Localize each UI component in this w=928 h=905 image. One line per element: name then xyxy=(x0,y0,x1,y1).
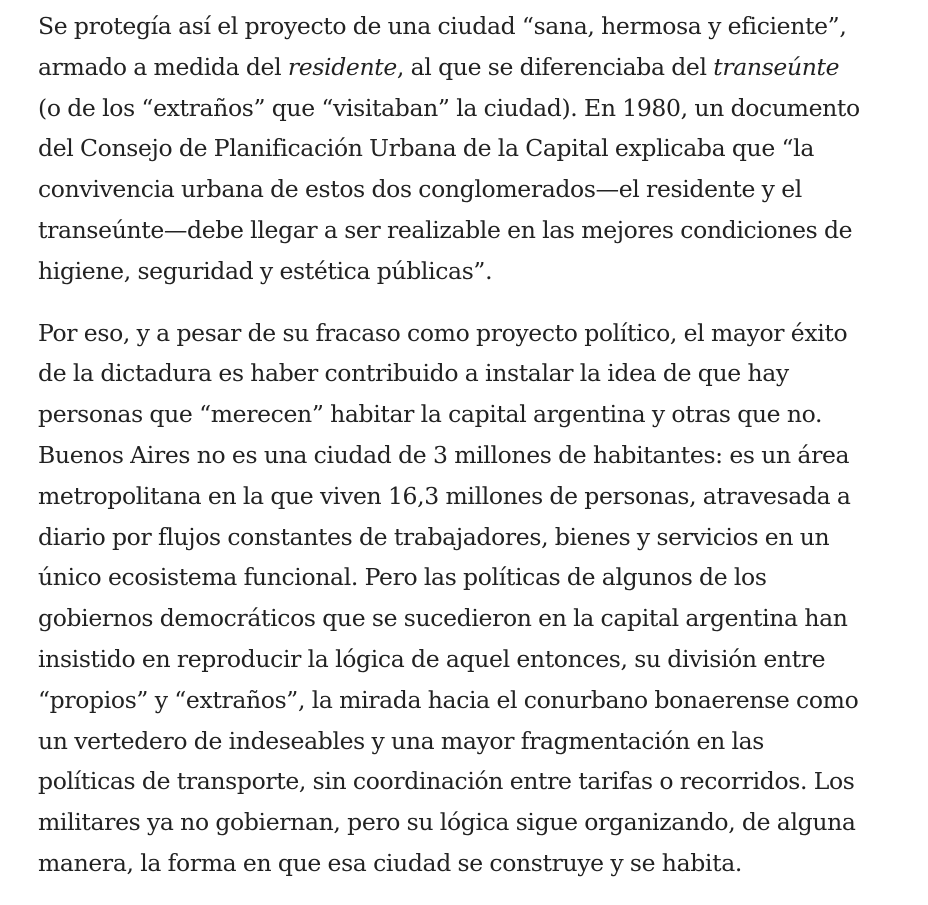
paragraph-line xyxy=(38,476,888,517)
text-segment: “propios” y “extraños”, la mirada hacia el conurbano bonaerense como xyxy=(38,685,859,714)
emphasized-text: residente xyxy=(287,52,397,81)
text-segment: gobiernos democráticos que se sucedieron en la capital argentina han xyxy=(38,604,848,633)
paragraph-line xyxy=(38,802,888,843)
text-segment: transeúnte—debe llegar a ser realizable en las mejores condiciones de xyxy=(38,215,853,244)
paragraph-line xyxy=(38,680,888,721)
paragraph-line xyxy=(38,721,888,762)
article-body xyxy=(38,6,888,905)
paragraph-line xyxy=(38,639,888,680)
paragraph-line xyxy=(38,6,888,47)
paragraph-line xyxy=(38,598,888,639)
text-segment: higiene, seguridad y estética públicas”. xyxy=(38,256,493,285)
article-paragraph xyxy=(38,6,888,292)
text-segment: Buenos Aires no es una ciudad de 3 millones de habitantes: es un área xyxy=(38,440,850,469)
paragraph-line xyxy=(38,761,888,802)
article-paragraph xyxy=(38,313,888,884)
text-segment: convivencia urbana de estos dos conglomerados—el residente y el xyxy=(38,175,802,204)
text-segment: (o de los “extraños” que “visitaban” la ciudad). En 1980, un documento xyxy=(38,93,860,122)
text-segment: Por eso, y a pesar de su fracaso como proyecto político, el mayor éxito xyxy=(38,318,848,347)
paragraph-line xyxy=(38,313,888,354)
text-segment: armado a medida del xyxy=(38,52,288,81)
paragraph-line xyxy=(38,47,888,88)
text-segment: militares ya no gobiernan, pero su lógica sigue organizando, de alguna xyxy=(38,808,856,837)
text-segment: metropolitana en la que viven 16,3 millones de personas, atravesada a xyxy=(38,481,851,510)
paragraph-line xyxy=(38,435,888,476)
paragraph-line xyxy=(38,210,888,251)
paragraph-line xyxy=(38,394,888,435)
text-segment: Se protegía así el proyecto de una ciudad “sana, hermosa y eficiente”, xyxy=(38,12,847,40)
text-segment: políticas de transporte, sin coordinación entre tarifas o recorridos. Los xyxy=(38,767,855,796)
paragraph-line xyxy=(38,843,888,884)
text-segment: personas que “merecen” habitar la capital argentina y otras que no. xyxy=(38,400,823,429)
text-segment: un vertedero de indeseables y una mayor fragmentación en las xyxy=(38,726,765,755)
text-segment: , al que se diferenciaba del xyxy=(396,52,714,81)
paragraph-line xyxy=(38,169,888,210)
paragraph-line xyxy=(38,353,888,394)
text-segment: del Consejo de Planificación Urbana de la Capital explicaba que “la xyxy=(38,134,814,163)
paragraph-line xyxy=(38,517,888,558)
emphasized-text: transeúnte xyxy=(713,52,840,81)
text-segment: diario por flujos constantes de trabajadores, bienes y servicios en un xyxy=(38,522,830,551)
text-segment: de la dictadura es haber contribuido a instalar la idea de que hay xyxy=(38,359,789,388)
paragraph-line xyxy=(38,251,888,292)
text-segment: insistido en reproducir la lógica de aquel entonces, su división entre xyxy=(38,644,826,673)
paragraph-line xyxy=(38,128,888,169)
paragraph-line xyxy=(38,88,888,129)
text-segment: manera, la forma en que esa ciudad se construye y se habita. xyxy=(38,848,742,877)
paragraph-line xyxy=(38,557,888,598)
text-segment: único ecosistema funcional. Pero las políticas de algunos de los xyxy=(38,563,767,592)
